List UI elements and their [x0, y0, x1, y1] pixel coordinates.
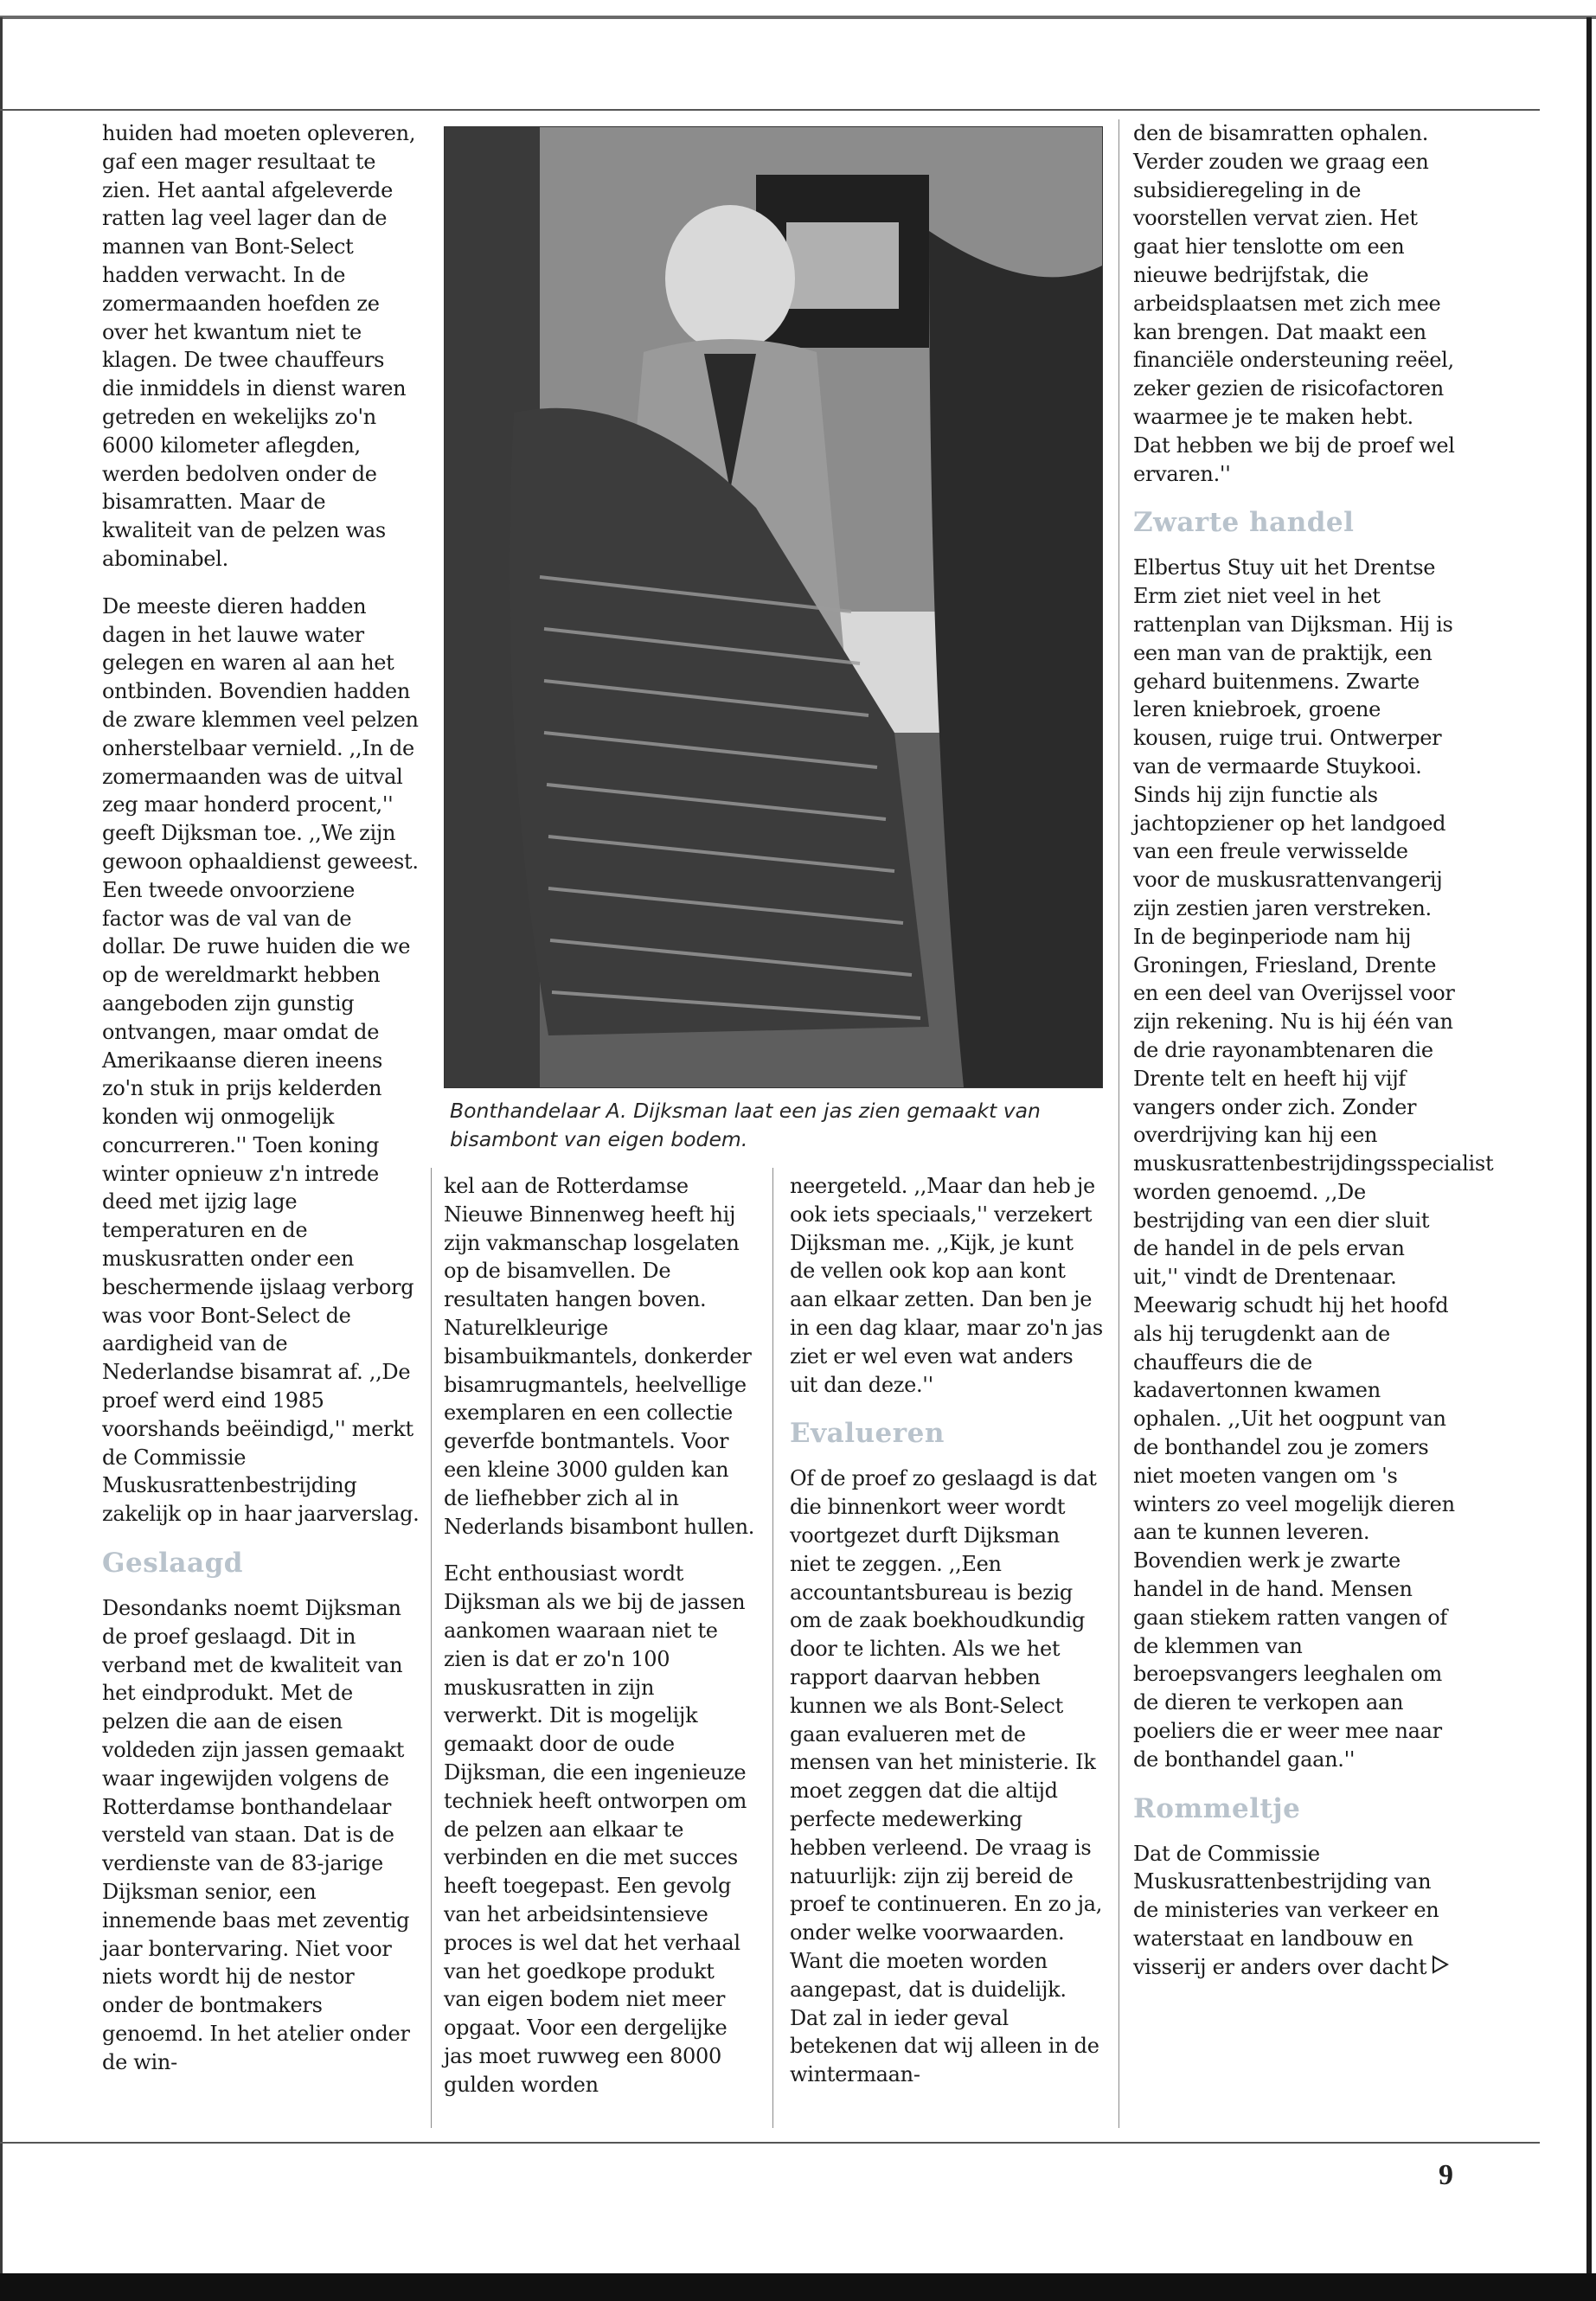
bottom-rule: [0, 2142, 1540, 2144]
man-head: [665, 205, 795, 352]
top-rule: [0, 109, 1540, 111]
continue-arrow-icon: [1432, 1953, 1449, 1982]
col4-paragraph-2: Elbertus Stuy uit het Drentse Erm ziet niet veel in het rattenplan van Dijksman. Hij is een man van de praktijk, een gehard buitenmens. Zwarte leren kniebroek, groene kousen, ruige trui. Ontwerper van de vermaarde Stuykooi. Sinds hij zijn functie als jachtopziener op het landgoed van een freule verwisselde voor de muskusrattenvangerij zijn zestien jaren verstreken. In de beginperiode nam hij Groningen, Friesland, Drente en een deel van Overijssel voor zijn rekening. Nu is hij één van de drie rayonambtenaren die Drente telt en heeft hij vijf vangers onder zich. Zonder overdrijving kan hij een muskusrattenbestrijdingsspecialist worden genoemd. ,,De bestrijding van een dier sluit de handel in de pels ervan uit,'' vindt de Drentenaar. Meewarig schudt hij het hoofd als hij terugdenkt aan de chauffeurs die de kadavertonnen kwamen ophalen. ,,Uit het oogpunt van de bonthandel zou je zomers niet moeten vangen om 's winters zo veel mogelijk dieren aan te kunnen leveren. Bovendien werk je zwarte handel in de hand. Mensen gaan stiekem ratten vangen of de klemmen van beroepsvangers leeghalen om de dieren te verkopen aan poeliers die er weer mee naar de bonthandel gaan.'': [1133, 555, 1494, 1772]
subheading-evalueren: Evalueren: [790, 1418, 945, 1450]
col2-paragraph-2: Echt enthousiast wordt Dijksman als we bij de jassen aankomen waaraan niet te zien is dat er zo'n 100 muskusratten in zijn verwerkt. Dit is mogelijk gemaakt door de oude Dijksman, die een ingenieuze techniek heeft ontworpen om de pelzen aan elkaar te verbinden en die met succes heeft toegepast. Een gevolg van het arbeidsintensieve proces is wel dat het verhaal van het goedkope produkt van eigen bodem niet meer opgaat. Voor een dergelijke jas moet ruwweg een 8000 gulden worden: [444, 1561, 747, 2097]
column-4: [1133, 119, 1494, 1982]
scan-edge-left: [0, 17, 3, 2273]
column-3: [790, 1172, 1103, 2089]
col2-paragraph-1: kel aan de Rotterdamse Nieuwe Binnenweg heeft hij zijn vakmanschap losgelaten op de bisamvellen. De resultaten hangen boven. Naturelkleurige bisambuikmantels, donkerder bisamrugmantels, heelvellige exemplaren en een collectie geverfde bontmantels. Voor een kleine 3000 gulden kan de liefhebber zich al in Nederlands bisambont hullen.: [444, 1174, 755, 1539]
photo-caption: Bonthandelaar A. Dijksman laat een jas zien gemaakt van bisambont van eigen bodem.: [450, 1099, 1041, 1151]
col3-paragraph-1: neergeteld. ,,Maar dan heb je ook iets speciaals,'' verzekert Dijksman me. ,,Kijk, je kunt de vellen ook kop aan kont aan elkaar zetten. Dan ben je in een dag klaar, maar zo'n jas ziet er wel even wat anders uit dan deze.'': [790, 1174, 1103, 1397]
col4-paragraph-3-text: Dat de Commissie Muskusrattenbestrijding van de ministeries van verkeer en waterstaat en landbouw en visserij er anders over dacht: [1133, 1841, 1439, 1979]
subheading-zwarte-handel: Zwarte handel: [1133, 507, 1355, 539]
scan-edge-right: [1586, 17, 1592, 2273]
column-divider-3: [1118, 119, 1119, 2128]
page-number: 9: [1439, 2159, 1453, 2191]
hanging-coat: [929, 231, 1102, 1087]
col4-paragraph-1: den de bisamratten ophalen. Verder zouden we graag een subsidieregeling in de voorstellen vervat zien. Het gaat hier tenslotte om een nieuwe bedrijfstak, die arbeidsplaatsen met zich mee kan brengen. Dat maakt een financiële ondersteuning reëel, zeker gezien de risicofactoren waarmee je te maken hebt. Dat hebben we bij de proef wel ervaren.'': [1133, 121, 1455, 486]
col1-paragraph-3: Desondanks noemt Dijksman de proef geslaagd. Dit in verband met de kwaliteit van het eindprodukt. Met de pelzen die aan de eisen voldeden zijn jassen gemaakt waar ingewijden volgens de Rotterdamse bonthandelaar versteld van staan. Dat is de verdienste van de 83-jarige Dijksman senior, een innemende baas met zeventig jaar bontervaring. Niet voor niets wordt hij de nestor onder de bontmakers genoemd. In het atelier onder de win-: [102, 1596, 410, 2074]
article-photo: [444, 126, 1103, 1088]
column-2: [444, 1172, 757, 2099]
col1-paragraph-1: huiden had moeten opleveren, gaf een mager resultaat te zien. Het aantal afgeleverde ratten lag veel lager dan de mannen van Bont-Select hadden verwacht. In de zomermaanden hoefden ze over het kwantum niet te klagen. De twee chauffeurs die inmiddels in dienst waren getreden en wekelijks zo'n 6000 kilometer aflegden, werden bedolven onder de bisamratten. Maar de kwaliteit van de pelzen was abominabel.: [102, 121, 416, 571]
photo-illustration: [445, 127, 1102, 1087]
subheading-geslaagd: Geslaagd: [102, 1548, 243, 1580]
subheading-rommeltje: Rommeltje: [1133, 1792, 1301, 1824]
scan-edge-top: [0, 16, 1596, 19]
col4-paragraph-3: [1133, 1840, 1455, 1982]
column-divider-2: [772, 1168, 773, 2128]
col1-paragraph-2: De meeste dieren hadden dagen in het lauwe water gelegen en waren al aan het ontbinden. Bovendien hadden de zware klemmen veel pelzen onherstelbaar vernield. ,,In de zomermaanden was de uitval zeg maar honderd procent,'' geeft Dijksman toe. ,,We zijn gewoon ophaaldienst geweest. Een tweede onvoorziene factor was de val van de dollar. De ruwe huiden die we op de wereldmarkt hebben aangeboden zijn gunstig ontvangen, maar omdat de Amerikaanse dieren ineens zo'n stuk in prijs kelderden konden wij onmogelijk concurreren.'' Toen koning winter opnieuw z'n intrede deed met ijzig lage temperaturen en de muskusratten onder een beschermende ijslaag verborg was voor Bont-Select de aardigheid van de Nederlandse bisamrat af. ,,De proef werd eind 1985 voorshands beëindigd,'' merkt de Commissie Muskusrattenbestrijding zakelijk op in haar jaarverslag.: [102, 593, 420, 1527]
column-1: [102, 119, 420, 2077]
col3-paragraph-2: Of de proef zo geslaagd is dat die binnenkort weer wordt voortgezet durft Dijksman niet te zeggen. ,,Een accountantsbureau is bezig om de zaak boekhoudkundig door te lichten. Als we het rapport daarvan hebben kunnen we als Bont-Select gaan evalueren met de mensen van het ministerie. Ik moet zeggen dat die altijd perfecte medewerking hebben verleend. De vraag is natuurlijk: zijn zij bereid de proef te continueren. En zo ja, onder welke voorwaarden. Want die moeten worden aangepast, dat is duidelijk. Dat zal in ieder geval betekenen dat wij alleen in de wintermaan-: [790, 1466, 1103, 2087]
scan-edge-bottom: [0, 2273, 1596, 2301]
column-divider-1: [431, 1168, 432, 2128]
